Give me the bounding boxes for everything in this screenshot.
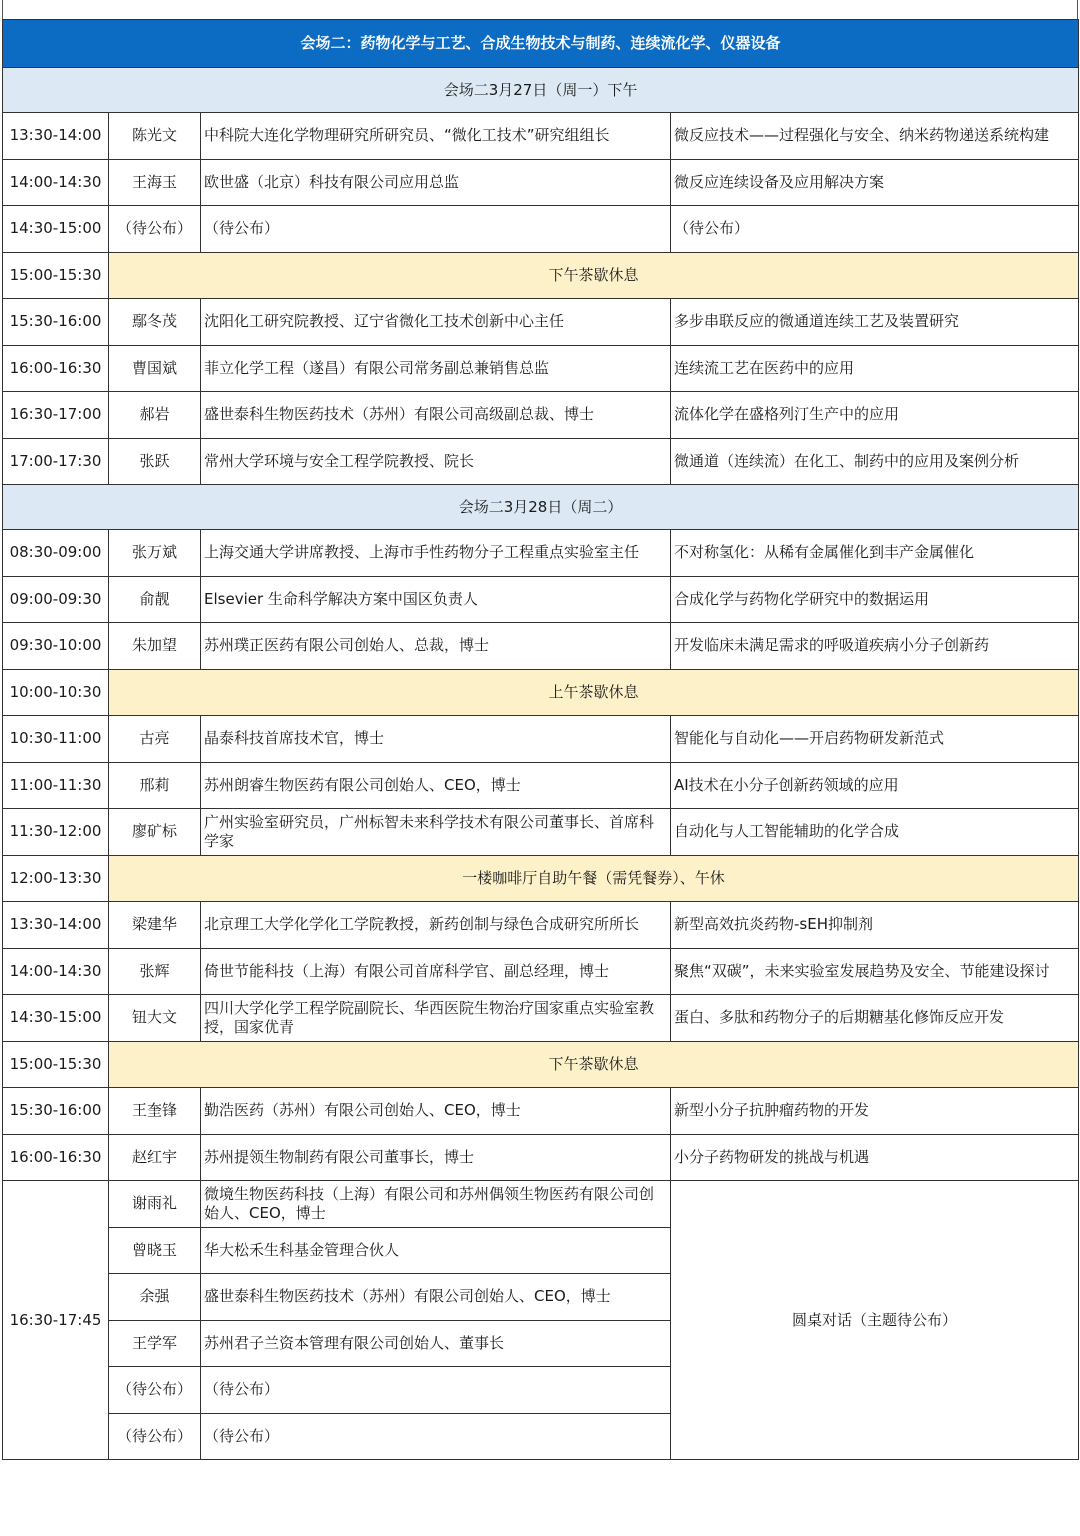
panelist-name: 曾晓玉: [109, 1227, 201, 1274]
speaker-affiliation: 倚世节能科技（上海）有限公司首席科学官、副总经理，博士: [201, 948, 671, 995]
talk-row: [3, 159, 1079, 206]
roundtable-row: [3, 1181, 1079, 1228]
speaker-name: 郝岩: [109, 392, 201, 439]
panelist-affiliation: 微境生物医药科技（上海）有限公司和苏州偶领生物医药有限公司创始人、CEO，博士: [201, 1181, 671, 1228]
talk-topic: 小分子药物研发的挑战与机遇: [671, 1134, 1079, 1181]
break-label: 下午茶歇休息: [109, 252, 1079, 299]
talk-row: [3, 902, 1079, 949]
panelist-affiliation: 华大松禾生科基金管理合伙人: [201, 1227, 671, 1274]
panelist-name: 谢雨礼: [109, 1181, 201, 1228]
talk-row: [3, 762, 1079, 809]
speaker-affiliation: 上海交通大学讲席教授、上海市手性药物分子工程重点实验室主任: [201, 530, 671, 577]
schedule-body: [3, 20, 1079, 1460]
talk-row: [3, 1088, 1079, 1135]
panelist-affiliation: 盛世泰科生物医药技术（苏州）有限公司创始人、CEO，博士: [201, 1274, 671, 1321]
speaker-name: 鄢冬茂: [109, 299, 201, 346]
time-cell: 10:30-11:00: [3, 716, 109, 763]
speaker-name: 张跃: [109, 438, 201, 485]
panelist-affiliation: 苏州君子兰资本管理有限公司创始人、董事长: [201, 1320, 671, 1367]
time-cell: 10:00-10:30: [3, 669, 109, 716]
talk-topic: 聚焦“双碳”，未来实验室发展趋势及安全、节能建设探讨: [671, 948, 1079, 995]
speaker-name: 梁建华: [109, 902, 201, 949]
break-row: [3, 669, 1079, 716]
break-label: 一楼咖啡厅自助午餐（需凭餐券）、午休: [109, 855, 1079, 902]
time-cell: 09:00-09:30: [3, 576, 109, 623]
speaker-affiliation: 苏州璞正医药有限公司创始人、总裁，博士: [201, 623, 671, 670]
time-cell: 08:30-09:00: [3, 530, 109, 577]
speaker-affiliation: 广州实验室研究员，广州标智未来科学技术有限公司董事长、首席科学家: [201, 809, 671, 856]
talk-topic: 智能化与自动化——开启药物研发新范式: [671, 716, 1079, 763]
day-header-row: [3, 68, 1079, 113]
speaker-name: 廖矿标: [109, 809, 201, 856]
talk-topic: （待公布）: [671, 206, 1079, 253]
speaker-affiliation: 苏州提领生物制药有限公司董事长，博士: [201, 1134, 671, 1181]
talk-row: [3, 299, 1079, 346]
previous-table-edge: [0, 0, 1080, 20]
talk-row: [3, 623, 1079, 670]
panelist-name: （待公布）: [109, 1413, 201, 1460]
time-cell: 12:00-13:30: [3, 855, 109, 902]
session-title: 会场二：药物化学与工艺、合成生物技术与制药、连续流化学、仪器设备: [3, 20, 1079, 68]
time-cell: 17:00-17:30: [3, 438, 109, 485]
roundtable-topic: 圆桌对话（主题待公布）: [671, 1181, 1079, 1460]
day-label: 会场二3月27日（周一）下午: [3, 68, 1079, 113]
break-row: [3, 855, 1079, 902]
panelist-name: （待公布）: [109, 1367, 201, 1414]
speaker-name: 张万斌: [109, 530, 201, 577]
speaker-name: （待公布）: [109, 206, 201, 253]
talk-topic: 微通道（连续流）在化工、制药中的应用及案例分析: [671, 438, 1079, 485]
time-cell: 11:00-11:30: [3, 762, 109, 809]
talk-topic: 自动化与人工智能辅助的化学合成: [671, 809, 1079, 856]
time-cell: 13:30-14:00: [3, 113, 109, 160]
speaker-affiliation: 北京理工大学化学化工学院教授，新药创制与绿色合成研究所所长: [201, 902, 671, 949]
speaker-affiliation: 晶泰科技首席技术官，博士: [201, 716, 671, 763]
speaker-affiliation: 勤浩医药（苏州）有限公司创始人、CEO，博士: [201, 1088, 671, 1135]
talk-topic: 合成化学与药物化学研究中的数据运用: [671, 576, 1079, 623]
time-cell: 15:00-15:30: [3, 1041, 109, 1088]
speaker-affiliation: 常州大学环境与安全工程学院教授、院长: [201, 438, 671, 485]
speaker-name: 邢莉: [109, 762, 201, 809]
speaker-affiliation: 四川大学化学工程学院副院长、华西医院生物治疗国家重点实验室教授，国家优青: [201, 995, 671, 1042]
time-cell: 11:30-12:00: [3, 809, 109, 856]
time-cell: 14:30-15:00: [3, 206, 109, 253]
day-label: 会场二3月28日（周二）: [3, 485, 1079, 530]
talk-topic: 多步串联反应的微通道连续工艺及装置研究: [671, 299, 1079, 346]
talk-topic: 新型高效抗炎药物-sEH抑制剂: [671, 902, 1079, 949]
speaker-name: 俞靓: [109, 576, 201, 623]
speaker-affiliation: 欧世盛（北京）科技有限公司应用总监: [201, 159, 671, 206]
talk-row: [3, 576, 1079, 623]
time-cell: 13:30-14:00: [3, 902, 109, 949]
speaker-name: 王海玉: [109, 159, 201, 206]
time-cell: 16:00-16:30: [3, 1134, 109, 1181]
talk-topic: 蛋白、多肽和药物分子的后期糖基化修饰反应开发: [671, 995, 1079, 1042]
talk-topic: 不对称氢化：从稀有金属催化到丰产金属催化: [671, 530, 1079, 577]
talk-row: [3, 809, 1079, 856]
talk-topic: 连续流工艺在医药中的应用: [671, 345, 1079, 392]
panelist-affiliation: （待公布）: [201, 1413, 671, 1460]
speaker-affiliation: 盛世泰科生物医药技术（苏州）有限公司高级副总裁、博士: [201, 392, 671, 439]
speaker-name: 张辉: [109, 948, 201, 995]
time-cell: 14:30-15:00: [3, 995, 109, 1042]
speaker-affiliation: 菲立化学工程（遂昌）有限公司常务副总兼销售总监: [201, 345, 671, 392]
talk-topic: 微反应技术——过程强化与安全、纳米药物递送系统构建: [671, 113, 1079, 160]
time-cell: 16:30-17:00: [3, 392, 109, 439]
speaker-name: 曹国斌: [109, 345, 201, 392]
speaker-name: 王奎锋: [109, 1088, 201, 1135]
talk-row: [3, 948, 1079, 995]
time-cell: 15:00-15:30: [3, 252, 109, 299]
schedule-table: [2, 19, 1079, 1460]
panelist-name: 余强: [109, 1274, 201, 1321]
break-row: [3, 252, 1079, 299]
talk-row: [3, 716, 1079, 763]
panelist-affiliation: （待公布）: [201, 1367, 671, 1414]
time-cell: 14:00-14:30: [3, 159, 109, 206]
talk-row: [3, 995, 1079, 1042]
talk-row: [3, 1134, 1079, 1181]
break-label: 下午茶歇休息: [109, 1041, 1079, 1088]
talk-row: [3, 392, 1079, 439]
panelist-name: 王学军: [109, 1320, 201, 1367]
talk-row: [3, 438, 1079, 485]
session-title-row: [3, 20, 1079, 68]
speaker-affiliation: 沈阳化工研究院教授、辽宁省微化工技术创新中心主任: [201, 299, 671, 346]
talk-row: [3, 530, 1079, 577]
talk-row: [3, 206, 1079, 253]
talk-topic: 微反应连续设备及应用解决方案: [671, 159, 1079, 206]
talk-topic: AI技术在小分子创新药领域的应用: [671, 762, 1079, 809]
speaker-name: 古亮: [109, 716, 201, 763]
day-header-row: [3, 485, 1079, 530]
speaker-affiliation: （待公布）: [201, 206, 671, 253]
talk-topic: 开发临床未满足需求的呼吸道疾病小分子创新药: [671, 623, 1079, 670]
speaker-name: 赵红宇: [109, 1134, 201, 1181]
talk-row: [3, 113, 1079, 160]
talk-topic: 流体化学在盛格列汀生产中的应用: [671, 392, 1079, 439]
time-cell: 14:00-14:30: [3, 948, 109, 995]
break-row: [3, 1041, 1079, 1088]
time-cell: 15:30-16:00: [3, 1088, 109, 1135]
roundtable-time: 16:30-17:45: [3, 1181, 109, 1460]
time-cell: 09:30-10:00: [3, 623, 109, 670]
speaker-affiliation: Elsevier 生命科学解决方案中国区负责人: [201, 576, 671, 623]
talk-topic: 新型小分子抗肿瘤药物的开发: [671, 1088, 1079, 1135]
speaker-name: 朱加望: [109, 623, 201, 670]
speaker-name: 钮大文: [109, 995, 201, 1042]
talk-row: [3, 345, 1079, 392]
speaker-affiliation: 中科院大连化学物理研究所研究员、“微化工技术”研究组组长: [201, 113, 671, 160]
speaker-name: 陈光文: [109, 113, 201, 160]
break-label: 上午茶歇休息: [109, 669, 1079, 716]
speaker-affiliation: 苏州朗睿生物医药有限公司创始人、CEO，博士: [201, 762, 671, 809]
time-cell: 16:00-16:30: [3, 345, 109, 392]
time-cell: 15:30-16:00: [3, 299, 109, 346]
